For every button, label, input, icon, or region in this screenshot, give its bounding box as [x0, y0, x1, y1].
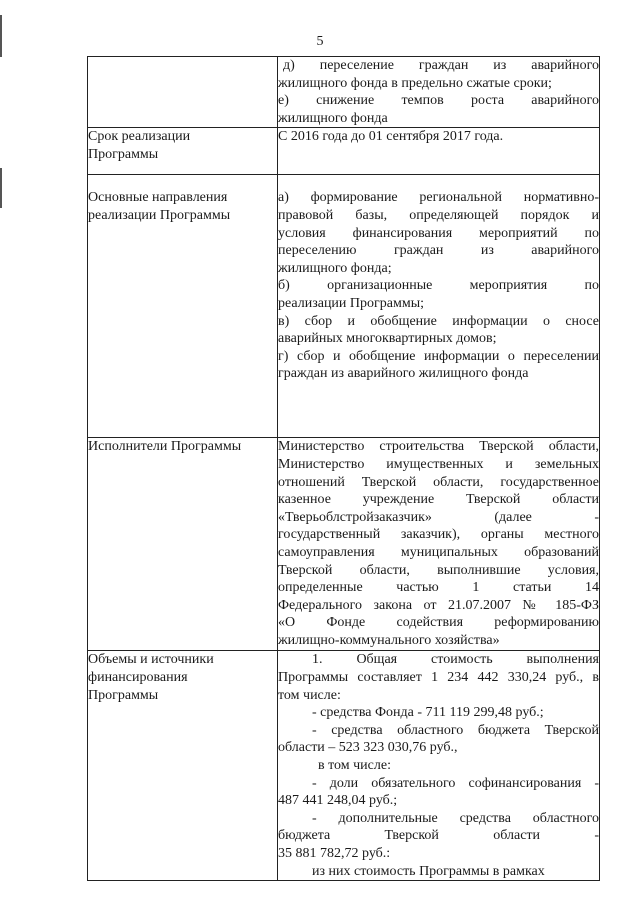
row-label-line: Программы: [88, 146, 159, 162]
content-line: Программы составляет 1 234 442 330,24 руб., в: [278, 669, 599, 685]
content-line: г) сбор и обобщение информации о переселении: [278, 348, 599, 364]
table-row: [88, 57, 600, 128]
row-label-cell: [88, 651, 278, 881]
content-line: правовой базы, определяющей порядок и: [278, 207, 599, 223]
row-content-cell: [278, 128, 600, 175]
page-number: 5: [316, 34, 324, 49]
row-label-cell: [88, 175, 278, 438]
content-line: а) формирование региональной нормативно-: [278, 190, 599, 206]
row-label-line: Объемы и источники: [88, 652, 214, 668]
table-row: [88, 175, 600, 438]
content-line: С 2016 года до 01 сентября 2017 года.: [278, 129, 504, 145]
table-row: [88, 651, 600, 881]
content-line: реализации Программы;: [278, 295, 425, 311]
content-line: самоуправления муниципальных образований: [278, 544, 599, 560]
row-label-line: Срок реализации: [88, 129, 191, 145]
content-line: жилищного фонда;: [278, 260, 392, 276]
row-label-cell: [88, 438, 278, 651]
row-content-cell: [278, 651, 600, 881]
content-line: Министерство имущественных и земельных: [278, 456, 599, 472]
content-line: - средства Фонда - 711 119 299,48 руб.;: [312, 705, 544, 721]
content-line: отношений Тверской области, государственное: [278, 474, 599, 490]
row-content-cell: [278, 57, 600, 128]
row-content-cell: [278, 175, 600, 438]
content-line: в) сбор и обобщение информации о сносе: [278, 313, 599, 329]
content-line: Тверской области, выполнившие условия,: [278, 562, 599, 578]
content-line: - дополнительные средства областного: [312, 810, 599, 826]
row-label-line: Основные направления: [88, 190, 228, 206]
content-line: д) переселение граждан из аварийного: [283, 58, 599, 73]
content-line: казенное учреждение Тверской области: [278, 492, 599, 508]
content-line: бюджета Тверской области -: [278, 828, 599, 844]
row-label-line: финансирования: [88, 669, 188, 685]
content-line: переселению граждан из аварийного: [278, 243, 599, 259]
row-label-line: реализации Программы: [88, 207, 231, 223]
content-line: том числе:: [278, 687, 341, 703]
program-passport-table: [87, 56, 600, 881]
content-line: граждан из аварийного жилищного фонда: [278, 366, 529, 382]
content-line: «Тверьоблстройзаказчик» (далее -: [278, 509, 599, 525]
row-label-line: Программы: [88, 687, 159, 703]
row-label-line: Исполнители Программы: [88, 439, 242, 455]
content-line: аварийных многоквартирных домов;: [278, 331, 497, 347]
row-label-cell: [88, 57, 278, 128]
content-line: определенные частью 1 статьи 14: [278, 580, 599, 596]
content-line: жилищного фонда: [278, 110, 388, 126]
content-line: области – 523 323 030,76 руб.,: [278, 740, 458, 756]
content-line: Министерство строительства Тверской области,: [278, 439, 599, 455]
scan-edge-mark-bottom: [0, 168, 2, 208]
content-line: е) снижение темпов роста аварийного: [278, 93, 599, 109]
content-line: «О Фонде содействия реформированию: [278, 615, 599, 631]
row-label-cell: [88, 128, 278, 175]
table-row: [88, 128, 600, 175]
content-line: условия финансирования мероприятий по: [278, 225, 599, 241]
content-line: 1. Общая стоимость выполнения: [312, 652, 599, 668]
content-line: в том числе:: [318, 757, 391, 773]
content-line: 35 881 782,72 руб.:: [278, 845, 391, 861]
content-line: 487 441 248,04 руб.;: [278, 793, 398, 809]
content-line: жилищно-коммунального хозяйства»: [278, 632, 500, 648]
content-line: из них стоимость Программы в рамках: [312, 863, 545, 879]
content-line: Федерального закона от 21.07.2007 № 185-ФЗ: [278, 597, 599, 613]
content-line: б) организационные мероприятия по: [278, 278, 599, 294]
row-content-cell: [278, 438, 600, 651]
content-line: государственный заказчик), органы местного: [278, 527, 599, 543]
content-line: - доли обязательного софинансирования -: [312, 775, 599, 791]
content-line: жилищного фонда в предельно сжатые сроки;: [278, 75, 552, 91]
table-row: [88, 438, 600, 651]
content-line: - средства областного бюджета Тверской: [312, 722, 599, 738]
